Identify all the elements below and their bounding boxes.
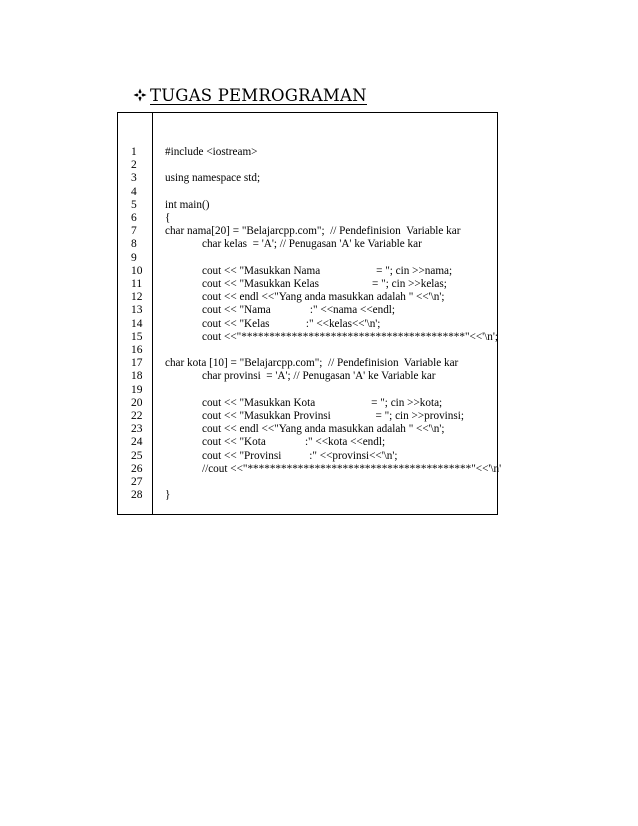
code-line: cout << endl <<"Yang anda masukkan adalah " <<'\n';	[202, 291, 445, 304]
code-line: cout << "Provinsi :" <<provinsi<<'\n';	[202, 449, 398, 462]
code-line: cout << "Masukkan Kota = "; cin >>kota;	[202, 396, 443, 409]
code-line: cout << "Kelas :" <<kelas<<'\n';	[202, 317, 381, 330]
assignment-heading	[133, 84, 367, 108]
line-number: 18	[131, 370, 143, 383]
line-number: 4	[131, 185, 137, 198]
line-number: 15	[131, 330, 143, 343]
line-number: 7	[131, 225, 137, 238]
diamond-star-bullet-icon	[133, 88, 147, 102]
code-line: char nama[20] = "Belajarcpp.com"; // Pendefinision Variable kar	[165, 225, 461, 238]
code-line: using namespace std;	[165, 172, 261, 185]
code-line: cout << "Masukkan Provinsi = "; cin >>provinsi;	[202, 410, 464, 422]
code-line: char provinsi = 'A'; // Penugasan 'A' ke Variable kar	[202, 370, 436, 383]
code-line: //cout <<"****************************************"<<'\n'	[202, 462, 502, 475]
line-number: 11	[131, 278, 143, 290]
line-number: 9	[131, 251, 137, 264]
code-line: #include <iostream>	[165, 146, 258, 158]
line-number: 19	[131, 383, 143, 396]
line-number: 28	[131, 489, 143, 502]
line-number: 22	[131, 410, 143, 422]
line-number: 20	[131, 396, 143, 409]
line-number: 6	[131, 212, 137, 224]
heading-title: TUGAS PEMROGRAMAN	[150, 86, 367, 105]
line-number: 8	[131, 238, 137, 251]
line-number: 14	[131, 317, 143, 330]
line-number: 5	[131, 198, 137, 211]
code-line: cout << "Nama :" <<nama <<endl;	[202, 304, 396, 317]
code-line: cout << "Kota :" <<kota <<endl;	[202, 436, 386, 449]
line-number: 2	[131, 159, 137, 172]
line-number: 13	[131, 304, 143, 317]
line-number: 26	[131, 462, 143, 475]
code-line: cout << "Masukkan Kelas = "; cin >>kelas;	[202, 278, 447, 290]
line-number: 24	[131, 436, 143, 449]
code-line: cout << endl <<"Yang anda masukkan adalah " <<'\n';	[202, 423, 445, 436]
line-number: 10	[131, 264, 143, 277]
line-number: 27	[131, 476, 143, 488]
line-number: 12	[131, 291, 143, 304]
line-number: 3	[131, 172, 137, 185]
code-line: }	[165, 489, 171, 502]
line-number: 23	[131, 423, 143, 436]
line-number: 16	[131, 344, 143, 356]
code-line: int main()	[165, 198, 210, 211]
code-line: cout << "Masukkan Nama = "; cin >>nama;	[202, 264, 453, 277]
line-number: 25	[131, 449, 143, 462]
code-line: char kota [10] = "Belajarcpp.com"; // Pendefinision Variable kar	[165, 357, 459, 370]
line-number: 17	[131, 357, 143, 370]
line-number: 1	[131, 146, 137, 158]
code-line: cout <<"****************************************"<<'\n';	[202, 330, 499, 343]
code-listing-table	[117, 112, 502, 515]
code-line: {	[165, 212, 171, 224]
code-line: char kelas = 'A'; // Penugasan 'A' ke Variable kar	[202, 238, 422, 251]
